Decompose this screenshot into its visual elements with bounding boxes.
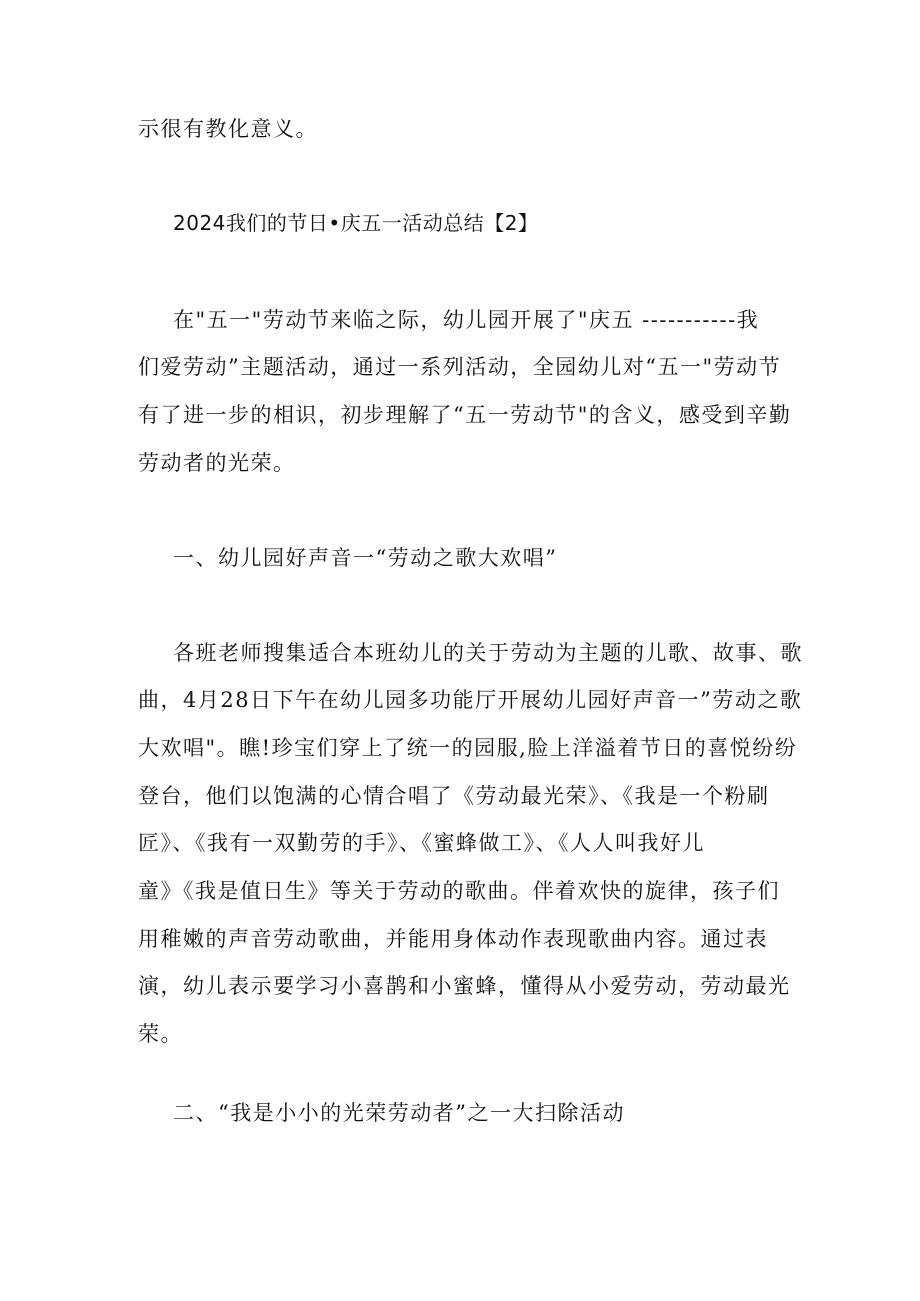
- paragraph-line: 童》《我是值日生》等关于劳动的歌曲。伴着欢快的旋律，孩子们: [138, 879, 780, 903]
- subheading-two: 二、“我是小小的光荣劳动者”之一大扫除活动: [173, 1101, 625, 1125]
- paragraph-line: 登台，他们以饱满的心情合唱了《劳动最光荣》、《我是一个粉刷: [138, 784, 770, 808]
- subheading-one: 一、幼儿园好声音一“劳动之歌大欢唱”: [173, 546, 558, 570]
- paragraph-line: 劳动者的光荣。: [138, 451, 296, 475]
- intro-tail-line: 示很有教化意义。: [138, 117, 318, 141]
- paragraph-line: 演，幼儿表示要学习小喜鹊和小蜜蜂，懂得从小爱劳动，劳动最光: [138, 974, 791, 998]
- paragraph-line: 荣。: [138, 1022, 183, 1046]
- paragraph-line: 用稚嫩的声音劳动歌曲，并能用身体动作表现歌曲内容。通过表: [138, 927, 768, 951]
- section-title: 2024我们的节日•庆五一活动总结【2】: [173, 211, 539, 235]
- paragraph-line: 有了进一步的相识，初步理解了“五一劳动节"的含义，感受到辛勤: [138, 403, 792, 427]
- paragraph-line: 大欢唱"。瞧!珍宝们穿上了统一的园服,脸上洋溢着节日的喜悦纷纷: [138, 736, 798, 760]
- paragraph-line: 各班老师搜集适合本班幼儿的关于劳动为主题的儿歌、故事、歌: [173, 641, 803, 665]
- paragraph-line: 曲，4月28日下午在幼儿园多功能厅开展幼儿园好声音一”劳动之歌: [138, 688, 803, 712]
- paragraph-line: 在"五一"劳动节来临之际，幼儿园开展了"庆五 -----------我: [173, 308, 760, 332]
- paragraph-line: 们爱劳动”主题活动，通过一系列活动，全园幼儿对“五一"劳动节: [138, 355, 782, 379]
- paragraph-line: 匠》、《我有一双勤劳的手》、《蜜蜂做工》、《人人叫我好儿: [138, 831, 705, 855]
